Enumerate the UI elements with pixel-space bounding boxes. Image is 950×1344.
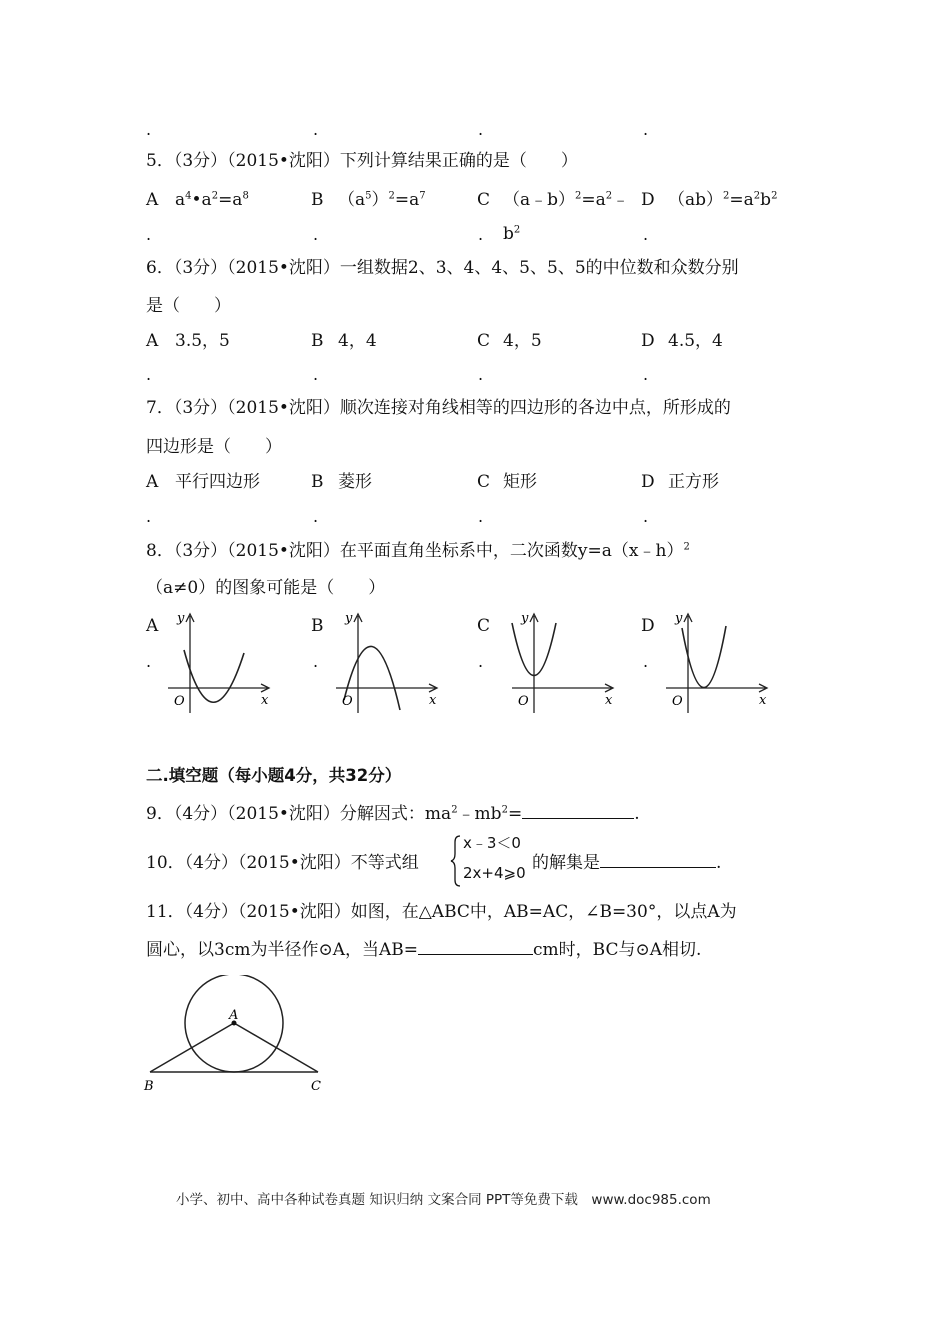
question-6-option-d: 4.5，4 — [668, 331, 723, 351]
option-dot: . — [146, 225, 152, 244]
option-dot: . — [643, 365, 649, 384]
section-title: 二.填空题（每小题4分，共32分） — [146, 766, 402, 785]
option-dot: . — [146, 652, 152, 671]
answer-blank[interactable] — [418, 953, 533, 955]
option-letter: A — [146, 616, 159, 636]
point-a-label: A — [229, 1008, 239, 1023]
axis-x-label: x — [261, 693, 269, 708]
axis-x-label: x — [429, 693, 437, 708]
graph-option-c — [510, 608, 625, 720]
option-dot: . — [313, 225, 319, 244]
option-letter: D — [641, 616, 655, 636]
origin-label: O — [518, 694, 529, 709]
graph-option-d — [664, 608, 779, 720]
inequality-2: 2x+4⩾0 — [463, 864, 526, 882]
question-5-option-c-wrap: $b^2$ — [503, 224, 521, 244]
axis-x-label: x — [605, 693, 613, 708]
answer-blank[interactable] — [522, 817, 634, 819]
graph-option-b — [334, 608, 449, 720]
origin-label: O — [672, 694, 683, 709]
point-b-label: B — [144, 1079, 154, 1094]
option-letter: B — [311, 331, 324, 351]
option-dot: . — [478, 652, 484, 671]
page-footer: 小学、初中、高中各种试卷真题 知识归纳 文案合同 PPT等免费下载 www.doc985.com — [176, 1192, 711, 1208]
question-7-option-a: 平行四边形 — [175, 472, 260, 492]
question-6-stem-line2: 是（ ） — [146, 296, 231, 316]
question-8-stem-line2: （a≠0）的图象可能是（ ） — [146, 578, 386, 598]
option-letter: D — [641, 190, 655, 210]
option-letter: B — [311, 616, 324, 636]
question-5-option-d: $(ab)^2=a^2b^2$ — [668, 190, 778, 210]
question-7-stem-line1: 7．（3分）（2015•沈阳）顺次连接对角线相等的四边形的各边中点，所形成的 — [146, 398, 731, 418]
option-dot: . — [478, 120, 484, 139]
option-letter: D — [641, 331, 655, 351]
graph-option-a — [166, 608, 281, 720]
inequality-1: x﹣3＜0 — [463, 834, 521, 852]
option-letter: C — [477, 616, 491, 636]
brace-icon — [450, 834, 462, 888]
axis-y-label: y — [521, 611, 529, 626]
question-5-option-c: $(a﹣b)^2=a^2﹣$ — [503, 190, 630, 210]
question-6-option-b: 4，4 — [338, 331, 377, 351]
option-letter: C — [477, 472, 491, 492]
option-dot: . — [313, 120, 319, 139]
question-9: 9．（4分）（2015•沈阳）分解因式：$ma^2﹣mb^2=$ . — [146, 804, 640, 824]
origin-label: O — [342, 694, 353, 709]
question-7-stem-line2: 四边形是（ ） — [146, 437, 282, 457]
question-7-option-d: 正方形 — [668, 472, 719, 492]
question-6-option-c: 4，5 — [503, 331, 542, 351]
option-letter: A — [146, 331, 159, 351]
option-dot: . — [313, 652, 319, 671]
question-6-stem-line1: 6．（3分）（2015•沈阳）一组数据2、3、4、4、5、5、5的中位数和众数分别 — [146, 258, 739, 278]
option-dot: . — [643, 507, 649, 526]
question-7-option-b: 菱形 — [338, 472, 372, 492]
question-10-pre: 10．（4分）（2015•沈阳）不等式组 — [146, 853, 419, 873]
question-11-line1: 11．（4分）（2015•沈阳）如图，在△ABC中，AB=AC，∠B=30°，以点A为 — [146, 902, 737, 922]
option-letter: A — [146, 472, 159, 492]
origin-label: O — [174, 694, 185, 709]
axis-y-label: y — [177, 611, 185, 626]
triangle-circle-figure — [140, 975, 340, 1100]
question-6-option-a: 3.5，5 — [175, 331, 230, 351]
axis-y-label: y — [675, 611, 683, 626]
option-letter: C — [477, 331, 491, 351]
question-5-option-a: $a^4•a^2=a^8$ — [175, 190, 249, 210]
question-11-line2: 圆心，以3cm为半径作⊙A，当AB= cm时，BC与⊙A相切. — [146, 940, 702, 960]
option-dot: . — [478, 507, 484, 526]
option-dot: . — [478, 365, 484, 384]
option-dot: . — [146, 507, 152, 526]
question-7-option-c: 矩形 — [503, 472, 537, 492]
option-letter: B — [311, 472, 324, 492]
option-dot: . — [643, 225, 649, 244]
option-dot: . — [478, 225, 484, 244]
option-letter: A — [146, 190, 159, 210]
axis-y-label: y — [345, 611, 353, 626]
option-dot: . — [643, 120, 649, 139]
question-8-stem-line1: 8．（3分）（2015•沈阳）在平面直角坐标系中，二次函数y=a（x﹣h）$^2$ — [146, 541, 690, 561]
option-dot: . — [146, 120, 152, 139]
point-c-label: C — [311, 1079, 321, 1094]
axis-x-label: x — [759, 693, 767, 708]
option-letter: D — [641, 472, 655, 492]
option-letter: C — [477, 190, 491, 210]
answer-blank[interactable] — [600, 866, 716, 868]
option-dot: . — [313, 365, 319, 384]
option-letter: B — [311, 190, 324, 210]
option-dot: . — [146, 365, 152, 384]
option-dot: . — [313, 507, 319, 526]
question-5-stem: 5．（3分）（2015•沈阳）下列计算结果正确的是（ ） — [146, 151, 578, 171]
question-10-post: 的解集是 . — [532, 853, 722, 873]
question-5-option-b: $(a^5)^2=a^7$ — [338, 190, 426, 210]
option-dot: . — [643, 652, 649, 671]
